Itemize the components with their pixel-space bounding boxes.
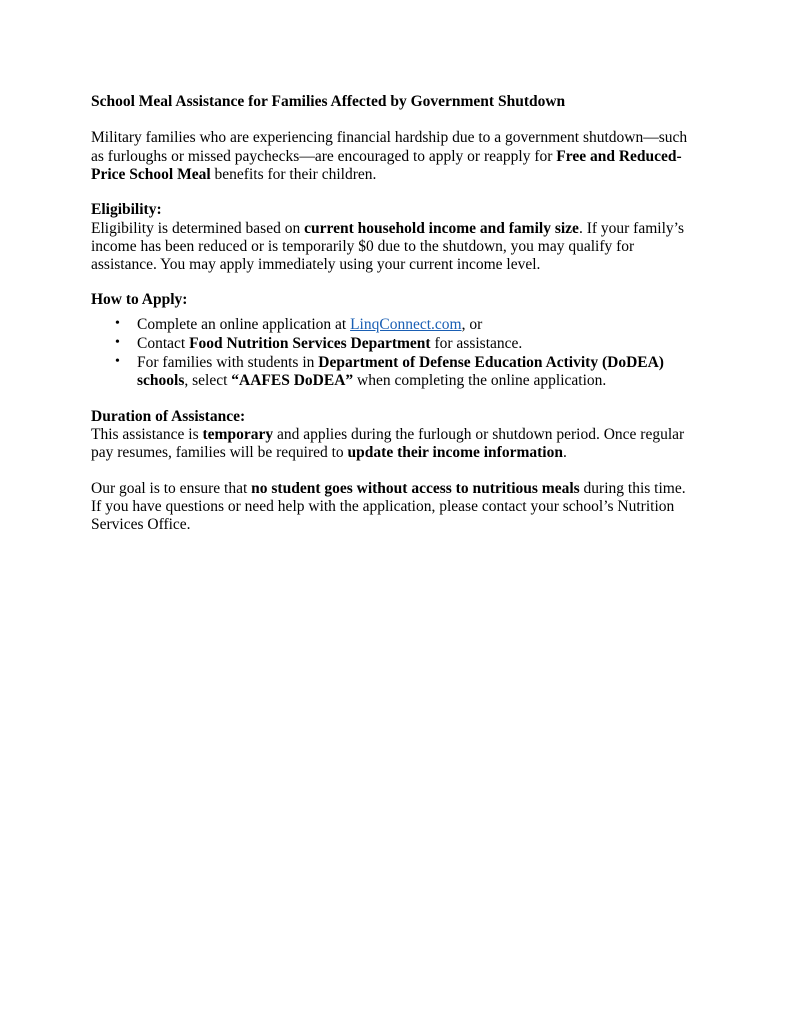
duration-bold-temporary: temporary <box>202 426 274 444</box>
bullet-3-text-pre: For families with students in <box>137 354 319 372</box>
closing-text-part2: during this time. If you have questions or need help with the application, please contact your school’s Nutrition Services Office. <box>91 479 686 534</box>
bullet-3-text-mid: , select <box>184 372 232 390</box>
bullet-1-text-pre: Complete an online application at <box>137 315 351 333</box>
intro-text-part2: benefits for their children. <box>210 165 377 183</box>
document-body <box>91 92 691 551</box>
bullet-2-text-post: for assistance. <box>430 334 523 352</box>
bullet-2-bold-department: Food Nutrition Services Department <box>189 334 431 352</box>
duration-bold-update-income: update their income information <box>347 444 563 462</box>
how-to-apply-section <box>91 291 691 390</box>
bullet-1-text-post: , or <box>461 315 483 333</box>
closing-bold-no-student: no student goes without access to nutritious meals <box>251 479 580 497</box>
eligibility-paragraph <box>91 220 691 275</box>
duration-heading: Duration of Assistance: <box>91 407 246 425</box>
bullet-3-bold-aafes: “AAFES DoDEA” <box>231 372 354 390</box>
eligibility-text-part2: . If your family’s income has been reduced or is temporarily $0 due to the shutdown, you may qualify for assistance. You may apply immediately using your current income level. <box>91 219 684 274</box>
eligibility-bold-criteria: current household income and family size <box>304 219 579 237</box>
list-item <box>137 354 691 391</box>
intro-text-part1: Military families who are experiencing financial hardship due to a government shutdown—such as furloughs or missed paychecks—are encouraged to apply or reapply for <box>91 129 688 165</box>
how-to-apply-heading: How to Apply: <box>91 291 188 309</box>
duration-text-part3: . <box>562 444 567 462</box>
eligibility-section <box>91 201 691 274</box>
duration-section <box>91 408 691 463</box>
duration-text-part1: This assistance is <box>91 426 203 444</box>
duration-paragraph <box>91 426 691 463</box>
list-item <box>137 335 691 353</box>
closing-paragraph <box>91 480 691 535</box>
intro-bold-program: Free and Reduced-Price School Meal <box>91 147 682 183</box>
closing-text-part1: Our goal is to ensure that <box>91 479 252 497</box>
bullet-3-text-post: when completing the online application. <box>353 372 607 390</box>
intro-paragraph <box>91 129 691 184</box>
eligibility-text-part1: Eligibility is determined based on <box>91 219 305 237</box>
list-item <box>137 316 691 334</box>
bullet-2-text-pre: Contact <box>137 334 190 352</box>
bullet-3-bold-dodea: Department of Defense Education Activity (DoDEA) schools <box>137 354 664 390</box>
how-to-apply-list <box>91 316 691 391</box>
linqconnect-link[interactable]: LinqConnect.com <box>350 315 462 333</box>
eligibility-heading: Eligibility: <box>91 201 162 219</box>
page-title: School Meal Assistance for Families Affected by Government Shutdown <box>91 93 566 110</box>
duration-text-part2: and applies during the furlough or shutdown period. Once regular pay resumes, families will be required to <box>91 426 685 462</box>
